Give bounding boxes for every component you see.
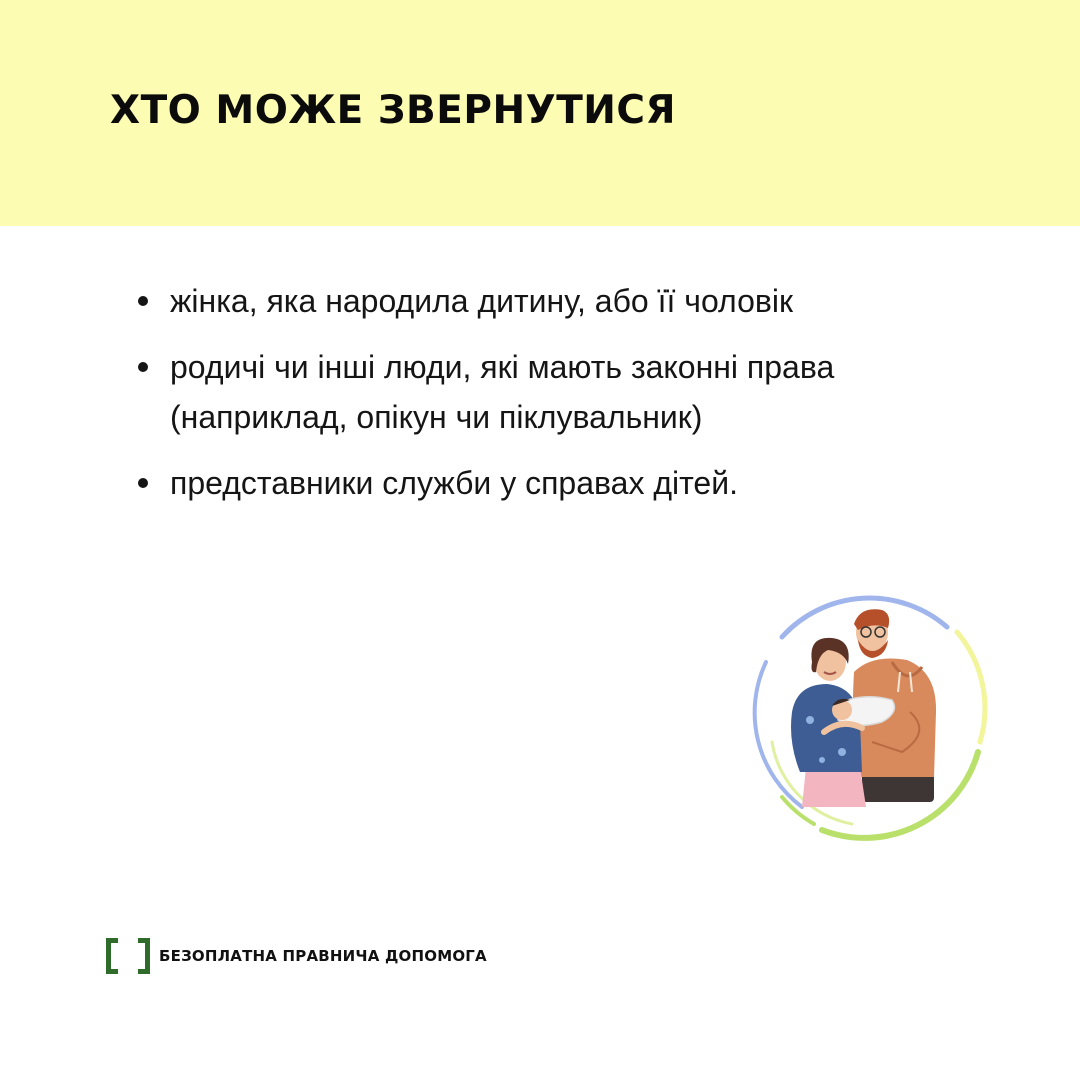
green-brackets-logo-icon [106,938,150,974]
left-bracket-icon [106,938,118,974]
header-band [0,0,1080,226]
eligibility-list [138,276,1018,524]
bullet-dot-icon [138,362,148,372]
brand-name: БЕЗОПЛАТНА ПРАВНИЧА ДОПОМОГА [159,947,487,965]
list-item-text: представники служби у справах дітей. [170,465,738,501]
footer-brand [106,938,487,974]
bullet-dot-icon [138,296,148,306]
list-item [138,458,1018,508]
page-title: ХТО МОЖЕ ЗВЕРНУТИСЯ [110,88,677,133]
list-item [138,276,1018,326]
list-item-text: родичі чи інші люди, які мають законні права (наприклад, опікун чи піклувальник) [170,349,835,435]
list-item-text: жінка, яка народила дитину, або її чоловік [170,283,793,319]
bullet-dot-icon [138,478,148,488]
family-illustration [742,592,992,842]
right-bracket-icon [138,938,150,974]
family-with-newborn-icon [742,592,992,842]
list-item [138,342,1018,442]
